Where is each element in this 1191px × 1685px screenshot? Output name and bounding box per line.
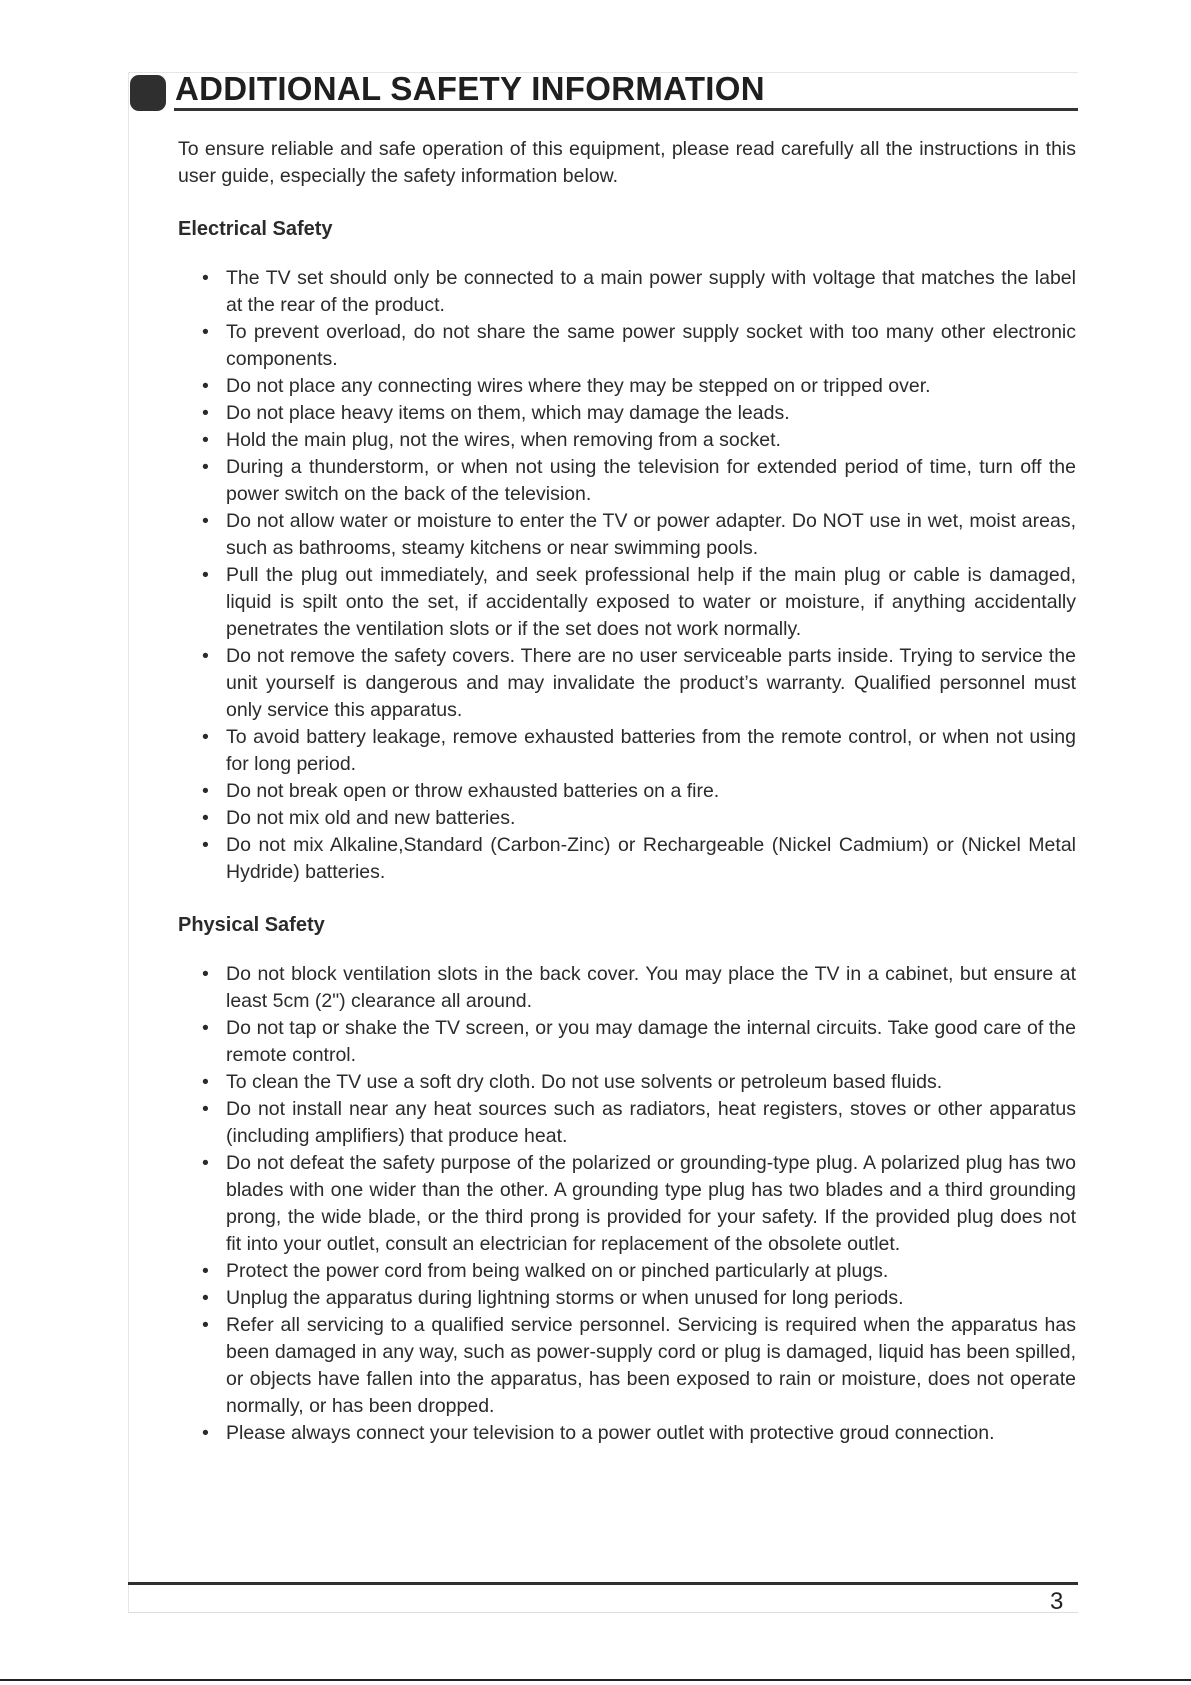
- list-item-text: Please always connect your television to a power outlet with protective groud connection.: [226, 1422, 995, 1444]
- bullet-icon: •: [202, 1260, 209, 1282]
- list-item-text: Do not block ventilation slots in the back cover. You may place the TV in a cabinet, but ensure at least 5cm (2") clearance all around.: [226, 963, 1076, 1012]
- list-item-text: The TV set should only be connected to a main power supply with voltage that matches the label at the rear of the product.: [226, 267, 1076, 316]
- list-item-text: Do not allow water or moisture to enter the TV or power adapter. Do NOT use in wet, moist areas, such as bathrooms, steamy kitchens or near swimming pools.: [226, 510, 1076, 559]
- list-item: [178, 961, 1076, 1015]
- list-item-text: Do not place any connecting wires where they may be stepped on or tripped over.: [226, 375, 931, 397]
- electrical-safety-list: [178, 265, 1076, 886]
- bullet-icon: •: [202, 1314, 209, 1336]
- list-item: [178, 643, 1076, 724]
- bullet-icon: •: [202, 726, 209, 748]
- page-frame-left: [128, 72, 129, 1612]
- bullet-icon: •: [202, 1422, 209, 1444]
- list-item: [178, 805, 1076, 832]
- list-item-text: Pull the plug out immediately, and seek professional help if the main plug or cable is damaged, liquid is spilt onto the set, if accidentally exposed to water or moisture, if anything accidentally penetrates the ventilation slots or if the set does not work normally.: [226, 564, 1076, 640]
- list-item-text: Refer all servicing to a qualified service personnel. Servicing is required when the apparatus has been damaged in any way, such as power-supply cord or plug is damaged, liquid has been spilled, or objects have fallen into the apparatus, has been exposed to rain or moisture, does not operate normally, or has been dropped.: [226, 1314, 1076, 1417]
- page-content: [178, 136, 1076, 1447]
- list-item-text: Do not defeat the safety purpose of the polarized or grounding-type plug. A polarized plug has two blades with one wider than the other. A grounding type plug has two blades and a third grounding prong, the wide blade, or the third prong is provided for your safety. If the provided plug does not fit into your outlet, consult an electrician for replacement of the obsolete outlet.: [226, 1152, 1076, 1255]
- page-title: ADDITIONAL SAFETY INFORMATION: [175, 70, 765, 107]
- bullet-icon: •: [202, 1098, 209, 1120]
- list-item: [178, 1069, 1076, 1096]
- list-item: [178, 832, 1076, 886]
- list-item-text: To avoid battery leakage, remove exhausted batteries from the remote control, or when not using for long period.: [226, 726, 1076, 775]
- list-item-text: Do not break open or throw exhausted batteries on a fire.: [226, 780, 720, 802]
- list-item-text: Do not install near any heat sources such as radiators, heat registers, stoves or other apparatus (including amplifiers) that produce heat.: [226, 1098, 1076, 1147]
- bullet-icon: •: [202, 267, 209, 289]
- bullet-icon: •: [202, 1017, 209, 1039]
- list-item: [178, 1258, 1076, 1285]
- header-tab-marker: [130, 75, 166, 111]
- bullet-icon: •: [202, 645, 209, 667]
- list-item: [178, 1420, 1076, 1447]
- header-underline: [174, 108, 1078, 111]
- bullet-icon: •: [202, 375, 209, 397]
- list-item-text: During a thunderstorm, or when not using the television for extended period of time, turn off the power switch on the back of the television.: [226, 456, 1076, 505]
- list-item: [178, 562, 1076, 643]
- list-item-text: Do not mix Alkaline,Standard (Carbon-Zinc) or Rechargeable (Nickel Cadmium) or (Nickel Metal Hydride) batteries.: [226, 834, 1076, 883]
- list-item: [178, 1285, 1076, 1312]
- list-item: [178, 1150, 1076, 1258]
- bullet-icon: •: [202, 321, 209, 343]
- physical-safety-heading: Physical Safety: [178, 914, 325, 936]
- footer-rule-thin: [128, 1612, 1078, 1613]
- list-item: [178, 400, 1076, 427]
- list-item-text: Do not place heavy items on them, which may damage the leads.: [226, 402, 790, 424]
- bullet-icon: •: [202, 456, 209, 478]
- list-item-text: To prevent overload, do not share the same power supply socket with too many other electronic components.: [226, 321, 1076, 370]
- list-item-text: Hold the main plug, not the wires, when removing from a socket.: [226, 429, 781, 451]
- list-item-text: Do not mix old and new batteries.: [226, 807, 516, 829]
- intro-paragraph: To ensure reliable and safe operation of this equipment, please read carefully all the instructions in this user guide, especially the safety information below.: [178, 138, 1076, 187]
- bullet-icon: •: [202, 963, 209, 985]
- list-item: [178, 1312, 1076, 1420]
- bullet-icon: •: [202, 1287, 209, 1309]
- list-item: [178, 427, 1076, 454]
- bullet-icon: •: [202, 1071, 209, 1093]
- list-item-text: Do not remove the safety covers. There are no user serviceable parts inside. Trying to service the unit yourself is dangerous and may invalidate the product’s warranty. Qualified personnel must only service this apparatus.: [226, 645, 1076, 721]
- bullet-icon: •: [202, 780, 209, 802]
- list-item-text: Protect the power cord from being walked on or pinched particularly at plugs.: [226, 1260, 889, 1282]
- list-item-text: To clean the TV use a soft dry cloth. Do not use solvents or petroleum based fluids.: [226, 1071, 943, 1093]
- footer-rule: [128, 1582, 1078, 1585]
- list-item: [178, 454, 1076, 508]
- list-item: [178, 508, 1076, 562]
- bullet-icon: •: [202, 429, 209, 451]
- electrical-safety-heading: Electrical Safety: [178, 218, 333, 240]
- list-item: [178, 1096, 1076, 1150]
- bullet-icon: •: [202, 402, 209, 424]
- list-item: [178, 724, 1076, 778]
- list-item: [178, 265, 1076, 319]
- list-item-text: Unplug the apparatus during lightning storms or when unused for long periods.: [226, 1287, 904, 1309]
- bottom-edge: [0, 1679, 1191, 1681]
- bullet-icon: •: [202, 807, 209, 829]
- bullet-icon: •: [202, 1152, 209, 1174]
- list-item: [178, 1015, 1076, 1069]
- bullet-icon: •: [202, 564, 209, 586]
- list-item: [178, 373, 1076, 400]
- physical-safety-list: [178, 961, 1076, 1447]
- bullet-icon: •: [202, 510, 209, 532]
- bullet-icon: •: [202, 834, 209, 856]
- list-item: [178, 319, 1076, 373]
- list-item: [178, 778, 1076, 805]
- list-item-text: Do not tap or shake the TV screen, or you may damage the internal circuits. Take good care of the remote control.: [226, 1017, 1076, 1066]
- page-number: 3: [1050, 1588, 1064, 1615]
